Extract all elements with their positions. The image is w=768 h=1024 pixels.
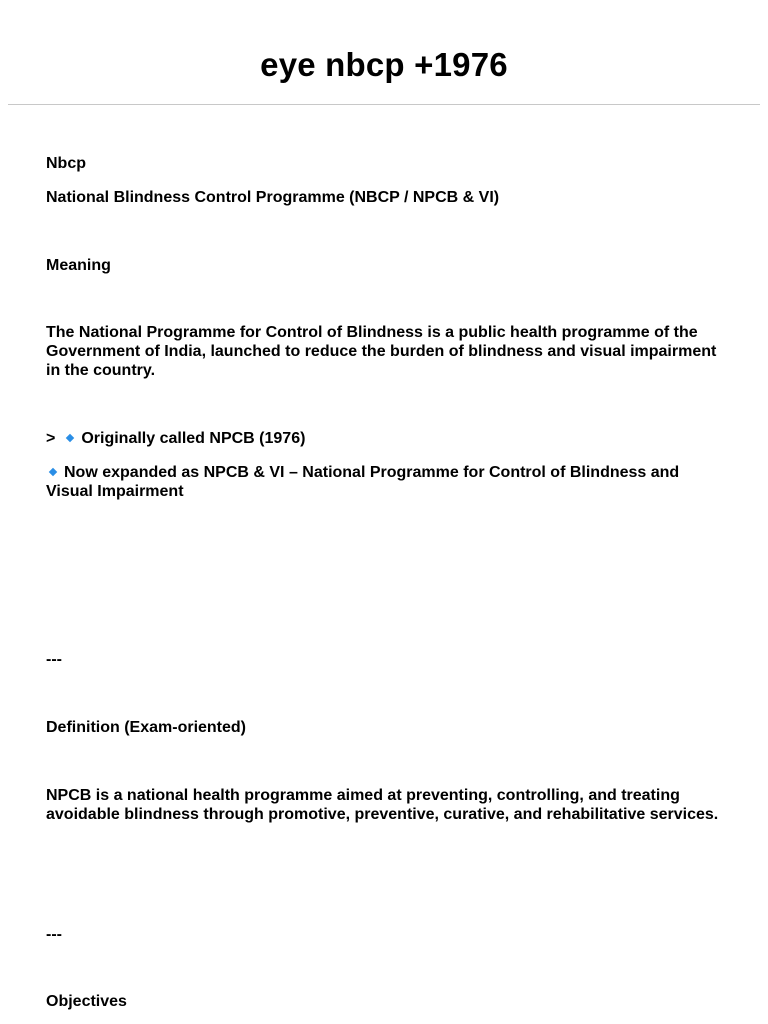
bullet-item-expanded-name bbox=[46, 463, 726, 501]
section-separator: --- bbox=[46, 926, 62, 943]
definition-paragraph: NPCB is a national health programme aimed at preventing, controlling, and treating avoidable blindness through promotive, preventive, curative, and rehabilitative services. bbox=[46, 787, 719, 823]
meaning-heading: Meaning bbox=[46, 257, 111, 274]
programme-full-name: National Blindness Control Programme (NBCP / NPCB & VI) bbox=[46, 189, 500, 206]
bullet-text-original-name: Originally called NPCB (1976) bbox=[81, 430, 306, 447]
bullet-item-original-name bbox=[46, 429, 726, 448]
objectives-heading: Objectives bbox=[46, 993, 127, 1010]
small-blue-diamond-icon bbox=[49, 468, 57, 476]
bullet-text-expanded-name: Now expanded as NPCB & VI – National Programme for Control of Blindness and Visual Impairment bbox=[46, 464, 680, 500]
section-separator: --- bbox=[46, 651, 62, 668]
small-blue-diamond-icon bbox=[66, 434, 74, 442]
nbcp-label: Nbcp bbox=[46, 155, 86, 172]
quote-marker: > bbox=[46, 430, 56, 447]
meaning-paragraph: The National Programme for Control of Blindness is a public health programme of the Government of India, launched to reduce the burden of blindness and visual impairment in the country. bbox=[46, 324, 717, 379]
document-title: eye nbcp +1976 bbox=[260, 46, 508, 83]
definition-heading: Definition (Exam-oriented) bbox=[46, 719, 247, 736]
title-divider bbox=[8, 104, 760, 105]
